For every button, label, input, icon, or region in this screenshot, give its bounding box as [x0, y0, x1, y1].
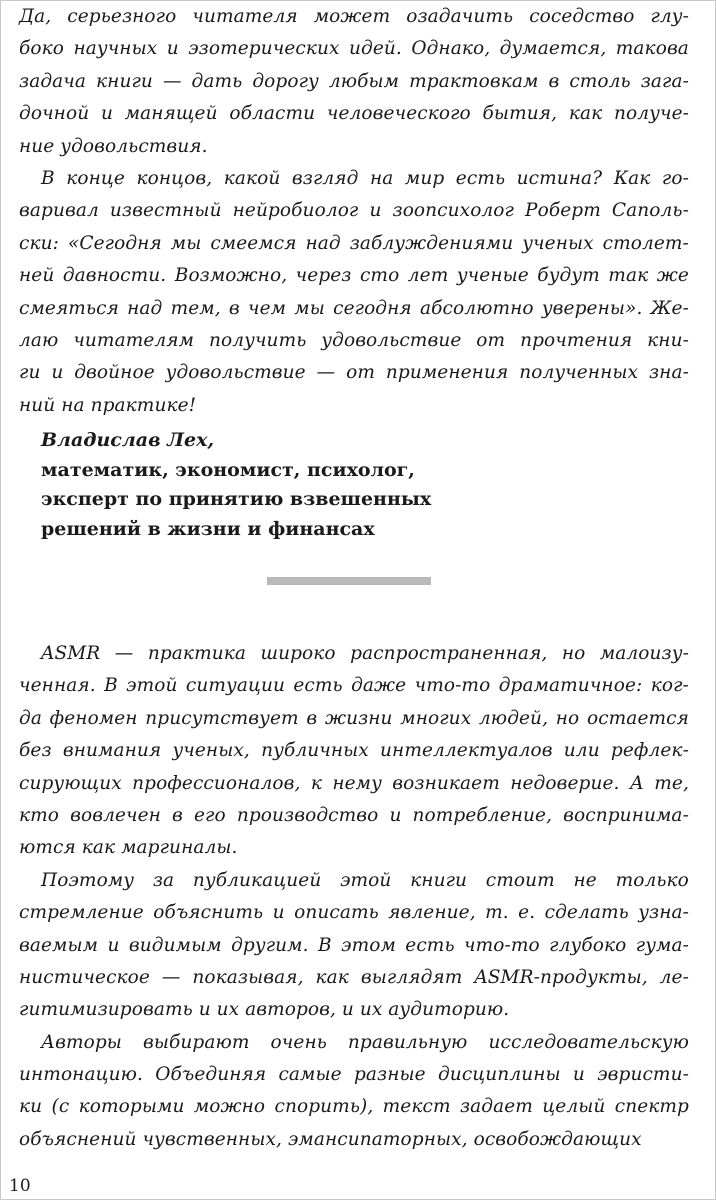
text-line: ний на практике! [19, 394, 197, 416]
signature-title-line: математик, экономист, психолог, [41, 458, 415, 481]
text-line: дочной и манящей области человеческого бытия, как получе- [19, 103, 689, 125]
paragraph [19, 638, 689, 865]
paragraph [19, 865, 689, 1027]
text-line: ней давности. Возможно, через сто лет ученые будут так же [19, 265, 689, 287]
text-line: Авторы выбирают очень правильную исследовательскую [41, 1031, 689, 1053]
text-line: сирующих профессионалов, к нему возникает недоверие. А те, [19, 772, 689, 794]
text-line: смеяться над тем, в чем мы сегодня абсолютно уверены». Же- [19, 297, 689, 319]
text-line: кто вовлечен в его производство и потребление, воспринима- [19, 804, 689, 826]
text-line: стремление объяснить и описать явление, т. е. сделать узна- [19, 902, 689, 924]
text-line: объяснений чувственных, эмансипаторных, освобождающих [19, 1128, 642, 1150]
text-line: варивал известный нейробиолог и зоопсихолог Роберт Саполь- [19, 200, 689, 222]
text-line: ние удовольствия. [19, 135, 208, 157]
signature-name: Владислав Лех, [41, 429, 215, 451]
text-line: Да, серьезного читателя может озадачить соседство глу- [19, 6, 689, 27]
text-line: Поэтому за публикацией этой книги стоит не только [41, 869, 689, 891]
text-line: нистическое — показывая, как выглядят ASMR-продукты, ле- [19, 966, 689, 988]
text-line: ки (с которыми можно спорить), текст задает целый спектр [19, 1096, 689, 1118]
text-line: лаю читателям получить удовольствие от прочтения кни- [19, 329, 689, 351]
text-line: ски: «Сегодня мы смеемся над заблуждениями ученых столет- [19, 232, 689, 254]
text-line: задача книги — дать дорогу любым трактовкам в столь зага- [19, 70, 689, 92]
text-line: гитимизировать и их авторов, и их аудиторию. [19, 999, 510, 1021]
signature-title-line: решений в жизни и финансах [41, 517, 375, 540]
signature-title-line: эксперт по принятию взвешенных [41, 488, 432, 510]
section-divider [267, 577, 431, 585]
text-line: ги и двойное удовольствие — от применения полученных зна- [19, 362, 689, 384]
asmr-section-text [19, 638, 689, 1156]
text-line: В конце концов, какой взгляд на мир есть истина? Как го- [41, 167, 689, 189]
text-line: интонацию. Объединяя самые разные дисциплины и эвристи- [19, 1064, 689, 1086]
text-line: ваемым и видимым другим. В этом есть что-то глубоко гума- [19, 934, 689, 956]
page-number: 10 [9, 1176, 31, 1196]
text-line: ченная. В этой ситуации есть даже что-то драматичное: ког- [19, 675, 689, 697]
foreword-text [19, 1, 689, 422]
paragraph [19, 1, 689, 163]
paragraph [19, 1027, 689, 1157]
text-line: без внимания ученых, публичных интеллектуалов или рефлек- [19, 740, 689, 762]
text-line: ASMR — практика широко распространенная, но малоизу- [41, 643, 689, 664]
author-signature [41, 426, 661, 544]
text-line: да феномен присутствует в жизни многих людей, но остается [19, 707, 689, 729]
text-line: ются как маргиналы. [19, 837, 238, 859]
paragraph [19, 163, 689, 422]
text-line: боко научных и эзотерических идей. Однако, думается, такова [19, 38, 689, 60]
